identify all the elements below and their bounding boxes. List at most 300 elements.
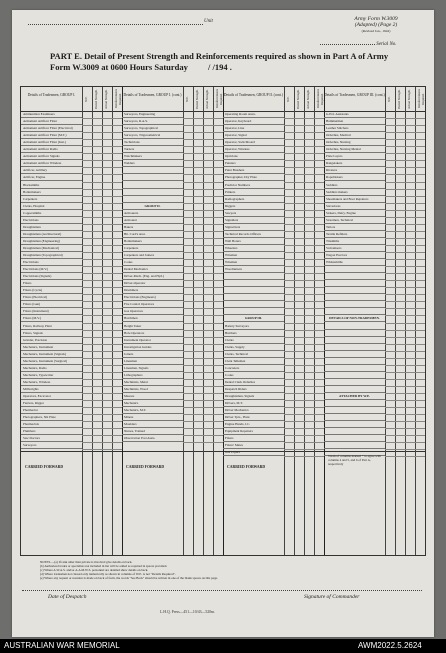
trade-row: Carpenters xyxy=(21,196,82,203)
trade-row: Photographers, Slit Plate xyxy=(21,414,82,421)
row-rule xyxy=(385,351,425,352)
trade-row: Signallers xyxy=(223,217,284,224)
trade-row xyxy=(324,308,385,315)
subheader-posted: Posted Strength. xyxy=(195,89,199,109)
trade-row xyxy=(324,428,385,435)
trade-row: Clerks, Supply xyxy=(223,344,284,351)
row-rule xyxy=(284,358,324,359)
trade-row xyxy=(324,421,385,428)
column-rule xyxy=(92,87,93,555)
subheader-actual: Actual Strength. xyxy=(407,89,411,109)
row-rule xyxy=(385,189,425,190)
row-rule xyxy=(385,259,425,260)
row-rule xyxy=(183,351,223,352)
carried-forward-label: CARRIED FORWARD xyxy=(126,465,165,470)
row-rule xyxy=(183,287,223,288)
row-rule xyxy=(82,280,122,281)
trade-row: Battery Surveyors xyxy=(223,323,284,330)
note-d: (d) Where tradesmen not classed only numerically as shown in columns of W.E. is not "Details Required". xyxy=(40,572,176,576)
trade-row: Riggers xyxy=(223,203,284,210)
trade-row: Mechanics, Typewriter xyxy=(21,372,82,379)
row-rule xyxy=(82,203,122,204)
row-rule xyxy=(284,287,324,288)
row-rule xyxy=(183,189,223,190)
row-rule xyxy=(385,337,425,338)
form-number: Army Form W.3009 xyxy=(354,16,398,22)
trade-row xyxy=(324,273,385,280)
trade-row: Radiographers xyxy=(223,196,284,203)
trade-row: Pharmacists xyxy=(21,421,82,428)
trade-row: Mechanics, Radio xyxy=(21,365,82,372)
subheader-required: Reinforcements Required. xyxy=(417,89,426,109)
trade-row: Draughtsmen (Mechanical) xyxy=(21,245,82,252)
row-rule xyxy=(284,196,324,197)
trade-row: Armament Artificer Signals xyxy=(21,153,82,160)
trade-row: Operators, Excavator xyxy=(21,393,82,400)
row-rule xyxy=(82,160,122,161)
trade-row: Hatchmen xyxy=(122,315,183,322)
row-rule xyxy=(284,379,324,380)
trade-row: Wheelers xyxy=(223,245,284,252)
row-rule xyxy=(183,167,223,168)
row-rule xyxy=(183,259,223,260)
trade-row: Operator, Switchboard xyxy=(223,139,284,146)
trade-row xyxy=(324,330,385,337)
row-rule xyxy=(385,308,425,309)
column-header-group1cont: Details of Tradesmen, GROUP I. (cont.) xyxy=(123,93,182,97)
trade-row: Coppersmiths xyxy=(21,210,82,217)
row-rule xyxy=(82,393,122,394)
row-rule xyxy=(284,189,324,190)
trade-row: Tinsmiths xyxy=(324,238,385,245)
trade-row: Fire Control Operators xyxy=(122,301,183,308)
row-rule xyxy=(385,231,425,232)
row-rule xyxy=(385,407,425,408)
date-of-despatch: Date of Despatch xyxy=(48,594,87,600)
row-rule xyxy=(385,266,425,267)
trade-row: Armament Artificer Fitter (Electrical) xyxy=(21,125,82,132)
trade-row: Wiremen xyxy=(223,252,284,259)
row-rule xyxy=(284,252,324,253)
trade-row: Fitters (Instrument) xyxy=(21,308,82,315)
row-rule xyxy=(82,245,122,246)
row-rule xyxy=(385,210,425,211)
row-rule xyxy=(183,125,223,126)
trade-row: Height Taker xyxy=(122,323,183,330)
trade-row: Butchers xyxy=(223,330,284,337)
row-rule xyxy=(183,379,223,380)
row-rule xyxy=(385,139,425,140)
subheader-required: Reinforcements Required. xyxy=(316,89,325,109)
trade-row: Miners xyxy=(122,414,183,421)
notes-block xyxy=(40,560,380,580)
row-rule xyxy=(82,337,122,338)
note-a: NOTES.—(a) If rank other than private is involved give details on back. xyxy=(40,560,133,564)
trade-row: ATTACHED BY W.E. xyxy=(324,393,385,400)
column-rule xyxy=(304,87,305,555)
trade-row: Technicians xyxy=(122,139,183,146)
row-rule xyxy=(284,386,324,387)
row-rule xyxy=(284,245,324,246)
trade-row: Stokers, Dairy, Engine xyxy=(324,210,385,217)
subheader-we: W.E. xyxy=(84,96,88,102)
row-rule xyxy=(385,428,425,429)
row-rule xyxy=(385,330,425,331)
trade-row: Draughtsmen (Architectural) xyxy=(21,231,82,238)
trade-row: Fitters (Cycle) xyxy=(21,287,82,294)
trade-row: Cooks xyxy=(223,372,284,379)
trade-row xyxy=(324,372,385,379)
trade-row: Artificer, Artillery xyxy=(21,167,82,174)
row-rule xyxy=(183,238,223,239)
row-rule xyxy=(284,118,324,119)
subheader-posted: Posted Strength. xyxy=(94,89,98,109)
trade-row: Armament Artificer Radio xyxy=(21,146,82,153)
subheader-we: W.E. xyxy=(185,96,189,102)
trade-row: Woodturners xyxy=(223,266,284,273)
trade-row: Technical Records Officers xyxy=(223,231,284,238)
row-rule xyxy=(82,421,122,422)
trade-row: Armament Artificer Fitter (Inst.) xyxy=(21,139,82,146)
trade-row: Fitters, Railway Plant xyxy=(21,323,82,330)
trade-row: Surveyors, Topographical xyxy=(122,125,183,132)
column-rule xyxy=(314,87,315,555)
row-rule xyxy=(385,146,425,147)
trade-row: Driver Mechanics xyxy=(223,407,284,414)
row-rule xyxy=(385,449,425,450)
trade-row: Mechanics, Instrument (Signals) xyxy=(21,351,82,358)
serial-label: Serial No. xyxy=(376,42,397,47)
trade-row: Instrument Operator xyxy=(122,337,183,344)
row-rule xyxy=(82,118,122,119)
row-rule xyxy=(284,273,324,274)
trade-row: Wiremen xyxy=(223,259,284,266)
row-rule xyxy=(284,344,324,345)
trade-row: Boilermakers xyxy=(122,238,183,245)
trade-row xyxy=(122,174,183,181)
trade-row: Welders xyxy=(122,160,183,167)
row-rule xyxy=(284,315,324,316)
trade-row: Observation Post Assts. xyxy=(122,435,183,442)
row-rule xyxy=(82,210,122,211)
row-rule xyxy=(284,174,324,175)
trade-row xyxy=(324,379,385,386)
trade-row: Clerk Tellemen xyxy=(223,358,284,365)
row-rule xyxy=(183,428,223,429)
row-rule xyxy=(385,379,425,380)
trade-row: Mechanics, M.T. xyxy=(122,407,183,414)
trade-row: Carpenters xyxy=(122,245,183,252)
row-rule xyxy=(183,442,223,443)
row-rule xyxy=(385,365,425,366)
trade-row: Grinder, Precision xyxy=(21,337,82,344)
row-rule xyxy=(82,231,122,232)
trade-row: Blacksmiths xyxy=(21,182,82,189)
trade-row: Photographer, Dry Plate xyxy=(223,174,284,181)
trade-row xyxy=(223,287,284,294)
column-rule xyxy=(82,87,83,555)
trade-row: Ropeblokers xyxy=(324,174,385,181)
row-rule xyxy=(82,132,122,133)
serial-line xyxy=(320,44,375,45)
trade-row: Fitters xyxy=(21,280,82,287)
trade-row: Sawyers xyxy=(223,210,284,217)
column-header-group3: Details of Tradesmen, GROUP III. (cont.) xyxy=(324,93,385,97)
trade-row: Concreters xyxy=(223,365,284,372)
column-rule xyxy=(183,87,184,555)
trade-row: Linesmen xyxy=(122,358,183,365)
row-rule xyxy=(385,287,425,288)
row-rule xyxy=(183,174,223,175)
trade-row: Stevedores xyxy=(324,203,385,210)
row-rule xyxy=(385,323,425,324)
signature-of-commander: Signature of Commander xyxy=(304,594,360,600)
archive-name: AUSTRALIAN WAR MEMORIAL xyxy=(4,641,120,650)
trade-row xyxy=(223,294,284,301)
row-rule xyxy=(385,400,425,401)
row-rule xyxy=(183,315,223,316)
trade-row: Tailors xyxy=(324,224,385,231)
column-rule xyxy=(405,87,406,555)
trade-row: Gas Layers xyxy=(223,449,284,456)
trade-row: Saddlers makers xyxy=(324,189,385,196)
trade-row: Armament Artificer Fitter xyxy=(21,118,82,125)
row-rule xyxy=(82,273,122,274)
row-rule xyxy=(385,386,425,387)
row-rule xyxy=(82,442,122,443)
row-rule xyxy=(183,210,223,211)
row-rule xyxy=(385,118,425,119)
row-rule xyxy=(385,217,425,218)
trade-row: Storemen, Technical xyxy=(324,217,385,224)
row-rule xyxy=(385,294,425,295)
row-rule xyxy=(183,294,223,295)
trade-row: GROUP II. xyxy=(122,203,183,210)
row-rule xyxy=(284,210,324,211)
note-b: (b) Authorized trades or specialists not included in list will be added as required in spaces provided. xyxy=(40,564,168,568)
row-rule xyxy=(183,160,223,161)
row-rule xyxy=(385,167,425,168)
row-rule xyxy=(284,294,324,295)
row-rule xyxy=(82,414,122,415)
trade-row xyxy=(122,167,183,174)
row-rule xyxy=(183,224,223,225)
row-rule xyxy=(82,238,122,239)
row-rule xyxy=(284,203,324,204)
row-rule xyxy=(183,252,223,253)
strength-table xyxy=(20,86,426,556)
row-rule xyxy=(385,203,425,204)
trade-row: Dental Mechanics xyxy=(122,266,183,273)
row-rule xyxy=(284,280,324,281)
carried-forward-label: CARRIED FORWARD xyxy=(227,465,266,470)
press-line: L.H.Q. Press—451—10/43—520m. xyxy=(160,610,215,614)
row-rule xyxy=(385,174,425,175)
row-rule xyxy=(385,456,425,457)
unit-label: Unit xyxy=(204,19,213,24)
trade-row xyxy=(324,266,385,273)
row-rule xyxy=(284,330,324,331)
row-rule xyxy=(284,259,324,260)
column-rule xyxy=(284,87,285,555)
note-c: (c) Where A.W.A.S. and/or A.A.M.W.S. personnel are detailed show details on back. xyxy=(40,568,149,572)
subheader-required: Reinforcements Required. xyxy=(114,89,123,109)
trade-row: Mechanics xyxy=(122,400,183,407)
column-rule xyxy=(395,87,396,555)
trade-row: Clerks xyxy=(223,337,284,344)
trade-row: Saw Doctors xyxy=(21,435,82,442)
trade-row: Plumbers xyxy=(21,428,82,435)
trade-row: Drivers, M.T. xyxy=(223,400,284,407)
row-rule xyxy=(284,217,324,218)
trade-row xyxy=(122,182,183,189)
trade-row: Leather Stitchers xyxy=(324,125,385,132)
trade-row: Saddlers xyxy=(324,182,385,189)
trade-row xyxy=(324,435,385,442)
row-rule xyxy=(385,252,425,253)
trade-row: Predictor Numbers xyxy=(223,182,284,189)
archive-caption-bar xyxy=(0,639,446,653)
title-text: PART E. Detail of Present Strength and Reinforcements required as shown in Part A of Army Form W.3009 at 0600 Hours Saturday xyxy=(50,51,389,72)
trade-row xyxy=(223,273,284,280)
row-rule xyxy=(284,308,324,309)
trade-row: Draughtsmen (Engineering) xyxy=(21,238,82,245)
trade-row: Electricians xyxy=(21,259,82,266)
subheader-we: W.E. xyxy=(387,96,391,102)
trade-row: Cooks xyxy=(122,259,183,266)
row-rule xyxy=(82,407,122,408)
row-rule xyxy=(284,139,324,140)
row-rule xyxy=(82,287,122,288)
trade-row: Whitesmiths xyxy=(324,259,385,266)
trade-row: Surveyors, Engineering xyxy=(122,111,183,118)
row-rule xyxy=(183,153,223,154)
row-rule xyxy=(385,372,425,373)
title-date: / /194 . xyxy=(208,62,232,72)
row-rule xyxy=(385,421,425,422)
row-rule xyxy=(284,337,324,338)
row-rule xyxy=(284,160,324,161)
row-rule xyxy=(284,449,324,450)
trade-row: Lithographers xyxy=(122,372,183,379)
trade-row xyxy=(122,196,183,203)
trade-row: Textile Refitters xyxy=(324,231,385,238)
trade-row xyxy=(223,308,284,315)
row-rule xyxy=(385,182,425,183)
trade-row: Draughtsmen xyxy=(21,224,82,231)
trade-row: GROUP III. xyxy=(223,315,284,322)
row-rule xyxy=(183,217,223,218)
trade-row: Hole Operators xyxy=(122,330,183,337)
page-title xyxy=(50,51,390,73)
trade-row: Moulders xyxy=(122,421,183,428)
trade-row xyxy=(324,287,385,294)
trade-row: Machinists, Metal xyxy=(122,379,183,386)
row-rule xyxy=(284,456,324,457)
row-rule xyxy=(385,125,425,126)
row-rule xyxy=(183,386,223,387)
row-rule xyxy=(183,435,223,436)
column-rule xyxy=(415,87,416,555)
row-rule xyxy=(183,280,223,281)
trade-row: Printers xyxy=(223,189,284,196)
row-rule xyxy=(284,351,324,352)
trade-row: Fitters' Mates xyxy=(223,442,284,449)
trade-row xyxy=(324,400,385,407)
trade-row: Operator, Keyboard xyxy=(223,118,284,125)
trade-row: Machinists, Wood xyxy=(122,386,183,393)
row-rule xyxy=(82,400,122,401)
trade-row: Painters xyxy=(223,160,284,167)
row-rule xyxy=(82,153,122,154)
trade-row: Mechanics, Instrument xyxy=(21,344,82,351)
trade-row xyxy=(324,344,385,351)
trade-row: Operator, Signal xyxy=(223,132,284,139)
row-rule xyxy=(385,435,425,436)
row-rule xyxy=(183,308,223,309)
row-rule xyxy=(82,330,122,331)
trade-row: Signwriters xyxy=(223,224,284,231)
trade-row: Bakers xyxy=(122,224,183,231)
row-rule xyxy=(385,442,425,443)
trade-row: Surveyors, R.A.S. xyxy=(122,118,183,125)
row-rule xyxy=(284,372,324,373)
row-rule xyxy=(82,358,122,359)
row-rule xyxy=(183,344,223,345)
row-rule xyxy=(385,160,425,161)
trade-row: Paint Brushers xyxy=(223,167,284,174)
trade-row: Fitters (Electrical) xyxy=(21,294,82,301)
trade-row: Vulcanisers xyxy=(324,245,385,252)
trade-row: Driver-Operator xyxy=(122,280,183,287)
trade-row xyxy=(122,189,183,196)
row-rule xyxy=(284,393,324,394)
row-rule xyxy=(183,414,223,415)
row-rule xyxy=(385,315,425,316)
row-rule xyxy=(183,273,223,274)
trade-row: G.P.O. Assistants xyxy=(324,111,385,118)
trade-row: Operator, Line xyxy=(223,125,284,132)
row-rule xyxy=(284,153,324,154)
row-rule xyxy=(183,196,223,197)
row-rule xyxy=(284,125,324,126)
totals-note: Totals of columns marked * to agree with columns 4 and 5, and 6 of Part A, respectively xyxy=(328,454,381,467)
subheader-we: W.E. xyxy=(286,96,290,102)
trade-row: Masons xyxy=(122,393,183,400)
trade-row xyxy=(324,358,385,365)
trade-row: Drummers xyxy=(122,287,183,294)
trade-row: Bit. Cord's Asst. xyxy=(122,231,183,238)
row-rule xyxy=(385,301,425,302)
row-rule xyxy=(183,266,223,267)
trade-row: Ammunition Examiners xyxy=(21,111,82,118)
row-rule xyxy=(284,323,324,324)
trade-row: Rangetakers xyxy=(324,160,385,167)
row-rule xyxy=(183,118,223,119)
row-rule xyxy=(183,330,223,331)
trade-row xyxy=(324,301,385,308)
row-rule xyxy=(284,238,324,239)
row-rule xyxy=(82,351,122,352)
trade-row: Shoemakers and Boot Repairers xyxy=(324,196,385,203)
row-rule xyxy=(82,449,122,450)
trade-row: Hammermen xyxy=(324,118,385,125)
column-rule xyxy=(193,87,194,555)
row-rule xyxy=(284,231,324,232)
subheader-required: Reinforcements Required. xyxy=(215,89,224,109)
row-rule xyxy=(183,182,223,183)
trade-row xyxy=(324,280,385,287)
